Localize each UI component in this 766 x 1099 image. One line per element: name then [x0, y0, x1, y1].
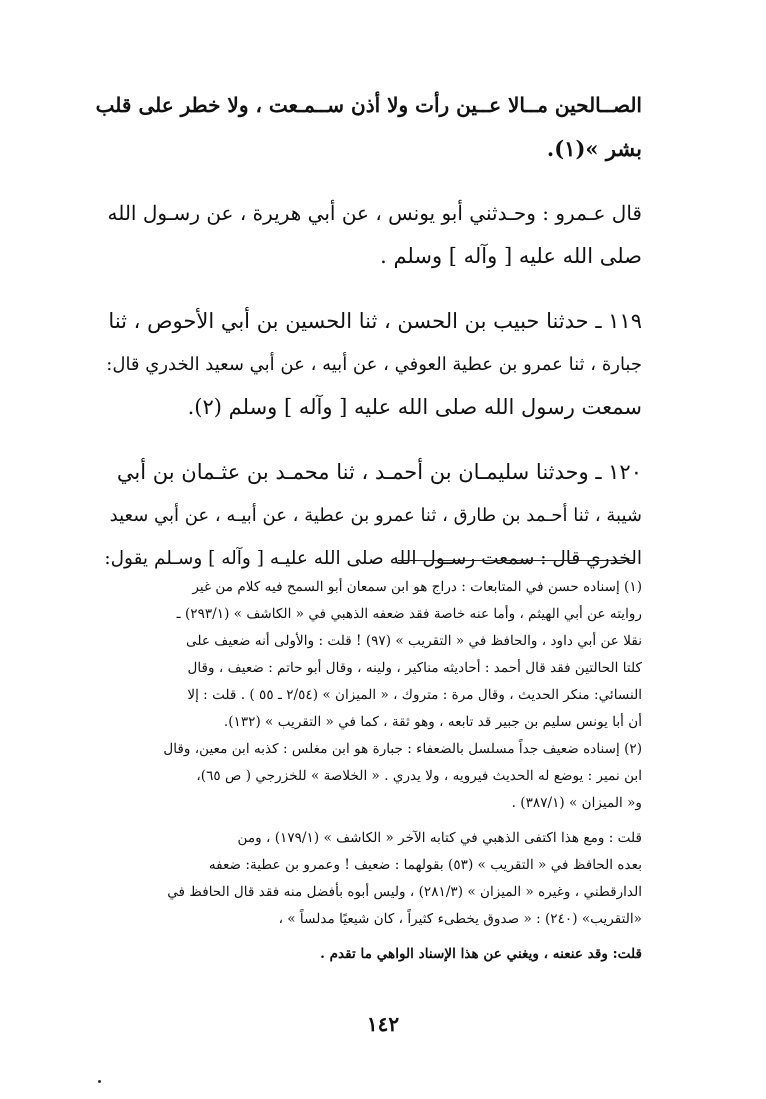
footnote-2 [96, 736, 642, 817]
text-line: ١١٩ ـ حدثنا حبيب بن الحسن ، ثنا الحسين بن أبي الأحوص ، ثنا [108, 309, 642, 333]
page-number: ١٤٢ [366, 1012, 400, 1036]
footnote-line: «التقريب» (٢٤٠) : « صدوق يخطىء كثيراً ، كان شيعيًا مدلساً » ، [278, 911, 642, 927]
footnote-line: (١) إسناده حسن في المتابعات : دراج هو ابن سمعان أبو السمح فيه كلام من غير [192, 579, 642, 595]
footnote-conclusion [96, 941, 642, 968]
footnote-line: الدارقطني ، وغيره « الميزان » (٢٨١/٣) ، وليس أبوه بأفضل منه فقد قال الحافظ في [167, 884, 642, 900]
text-line: بشر »(١). [546, 136, 642, 161]
text-line: شيبة ، ثنا أحـمد بن طارق ، ثنا عمرو بن عطية ، عن أبيـه ، عن أبي سعيد [109, 505, 642, 526]
paragraph-1 [96, 84, 642, 170]
paragraph-2 [96, 192, 642, 278]
text-line: الصــالحين مــالا عــين رأت ولا أذن ســمـعت ، ولا خطر على قلب [95, 93, 642, 117]
main-text [96, 84, 642, 580]
footnote-line: قلت: وقد عنعنه ، ويغني عن هذا الإسناد الواهي ما تقدم . [320, 946, 642, 962]
text-line: الخدري قال : سمعت رسـول الله صلى الله عليـه [ وآله ] وسـلم يقول: [104, 548, 642, 569]
text-line: ١٢٠ ـ وحدثنا سليمـان بن أحمـد ، ثنا محمـد بن عثـمان بن أبي [116, 460, 642, 484]
footnote-line: بعده الحافظ في « التقريب » (٥٣) بقولهما : ضعيف ! وعمرو بن عطية: ضعفه [208, 857, 642, 873]
text-line: قال عـمرو : وحـدثني أبو يونس ، عن أبي هريرة ، عن رسـول الله [107, 201, 642, 225]
hadith-119 [96, 300, 642, 429]
footnote-comment [96, 825, 642, 933]
footnote-line: كلتا الحالتين فقد قال أحمد : أحاديثه مناكير ، ولينه ، وقال أبو حاتم : ضعيف ، وقال [187, 660, 642, 676]
scan-speck [98, 1080, 101, 1083]
footnote-line: (٢) إسناده ضعيف جداً مسلسل بالضعفاء : جبارة هو ابن مغلس : كذبه ابن معين، وقال [163, 741, 642, 757]
footnote-divider [398, 560, 634, 561]
footnote-line: ابن نمير : يوضع له الحديث فيرويه ، ولا يدري . « الخلاصة » للخزرجي ( ص ٦٥)، [196, 768, 642, 784]
footnote-1 [96, 574, 642, 736]
text-line: سمعت رسول الله صلى الله عليه [ وآله ] وسلم (٢). [187, 395, 642, 419]
text-line: جبارة ، ثنا عمرو بن عطية العوفي ، عن أبيه ، عن أبي سعيد الخدري قال: [106, 354, 642, 375]
footnote-line: نقلا عن أبي داود ، والحافظ في « التقريب » (٩٧) ! قلت : والأولى أنه ضعيف على [185, 633, 642, 649]
text-line: صلى الله عليه [ وآله ] وسلم . [380, 244, 642, 268]
footnote-line: روايته عن أبي الهيثم ، وأما عنه خاصة فقد ضعفه الذهبي في « الكاشف » (٢٩٣/١) ـ [176, 606, 642, 622]
footnote-line: أن أبا يونس سليم بن جبير قد تابعه ، وهو ثقة ، كما في « التقريب » (١٣٢). [223, 714, 642, 730]
footnote-line: النسائي: منكر الحديث ، وقال مرة : متروك ، « الميزان » (٢/٥٤ ـ ٥٥ ) . قلت : إلا [187, 687, 642, 703]
footnotes [96, 574, 642, 968]
footnote-line: قلت : ومع هذا اكتفى الذهبي في كتابه الآخر « الكاشف » (١٧٩/١) ، ومن [237, 830, 642, 846]
footnote-line: و« الميزان » (٣٨٧/١) . [511, 795, 642, 811]
